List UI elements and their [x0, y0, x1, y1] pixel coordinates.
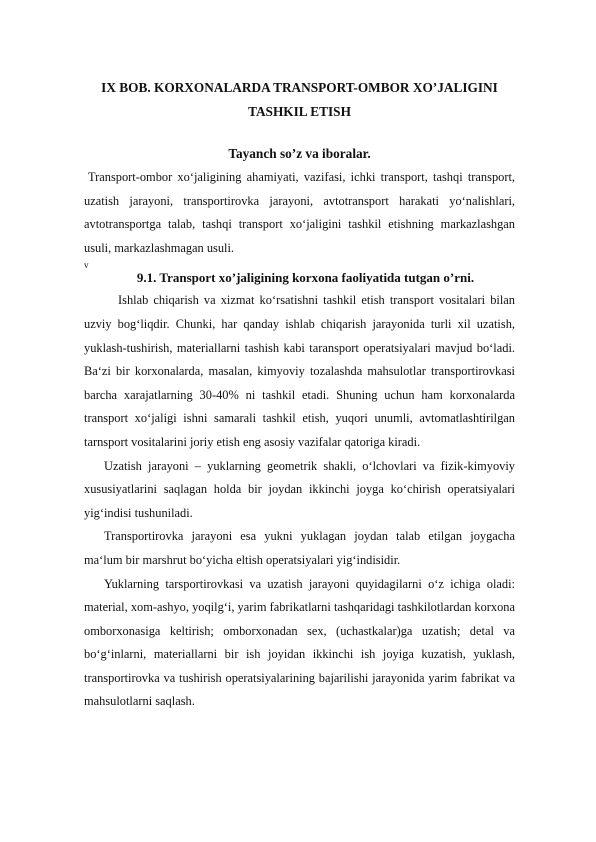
- paragraph-4: Yuklarning tarsportirovkasi va uzatish jarayoni quyidagilarni o‘z ichiga oladi: material, xom-ashyo, yoqilg‘i, yarim fabrikatlarni tashqaridagi tashkilotlardan korxona omborxonasiga keltirish; omborxonadan sex, (uchastkalar)ga uzatish; detal va bo‘g‘inlarni, materiallarni bir ish joyidan ikkinchi ish joyiga kuzatish, yuklash, transportirovka va tushirish operatsiyalarining bajarilishi jarayonida yarim fabrikat va mahsulotlarni saqlash.: [84, 576, 515, 709]
- section-heading: 9.1. Transport xo’jaligining korxona faoliyatida tutgan o’rni.: [136, 270, 475, 286]
- list-marker: v: [84, 260, 89, 271]
- paragraph-3: Transportirovka jarayoni esa yukni yuklagan joydan talab etilgan joygacha ma‘lum bir marshrut bo‘yicha eltish operatsiyalari yig‘indisidir.: [84, 529, 515, 567]
- keywords-heading: Tayanch so’z va iboralar.: [228, 146, 371, 161]
- keywords-text: Transport-ombor xo‘jaligining ahamiyati, vazifasi, ichki transport, tashqi transport, uzatish jarayoni, transportirovka jarayoni, avtotransport harakati yo‘nalishlari, avtotransportga talab, tashqi transport xo‘jaligini tashkil etishning markazlashgan usuli, markazlashmagan usuli.: [84, 170, 515, 255]
- document-page: [84, 0, 515, 714]
- paragraph-2: Uzatish jarayoni – yuklarning geometrik shakli, o‘lchovlari va fizik-kimyoviy xususiyatlarini saqlagan holda bir joydan ikkinchi joyga ko‘chirish operatsiyalari yig‘indisi tushuniladi.: [84, 458, 515, 520]
- chapter-title-line-1: IX BOB. KORXONALARDA TRANSPORT-OMBOR XO’JALIGINI: [101, 80, 498, 95]
- chapter-title-line-2: TASHKIL ETISH: [248, 104, 351, 119]
- paragraph-1: Ishlab chiqarish va xizmat ko‘rsatishni tashkil etish transport vositalari bilan uzviy bog‘liqdir. Chunki, har qanday ishlab chiqarish jarayonida turli xil uzatish, yuklash-tushirish, materiallarni tashish kabi taransport operatsiyalari mavjud bo‘ladi. Ba‘zi bir korxonalarda, masalan, kimyoviy tozalashda mahsulotlar transportirovkasi barcha xarajatlarning 30-40% ni tashkil etadi. Shuning uchun ham korxonalarda transport xo‘jaligi ishni samarali tashkil etish, yuqori unumli, avtomatlashtirilgan tarnsport vositalarini joriy etish eng asosiy vazifalar qatoriga kiradi.: [84, 293, 515, 449]
- chapter-title: [84, 76, 515, 124]
